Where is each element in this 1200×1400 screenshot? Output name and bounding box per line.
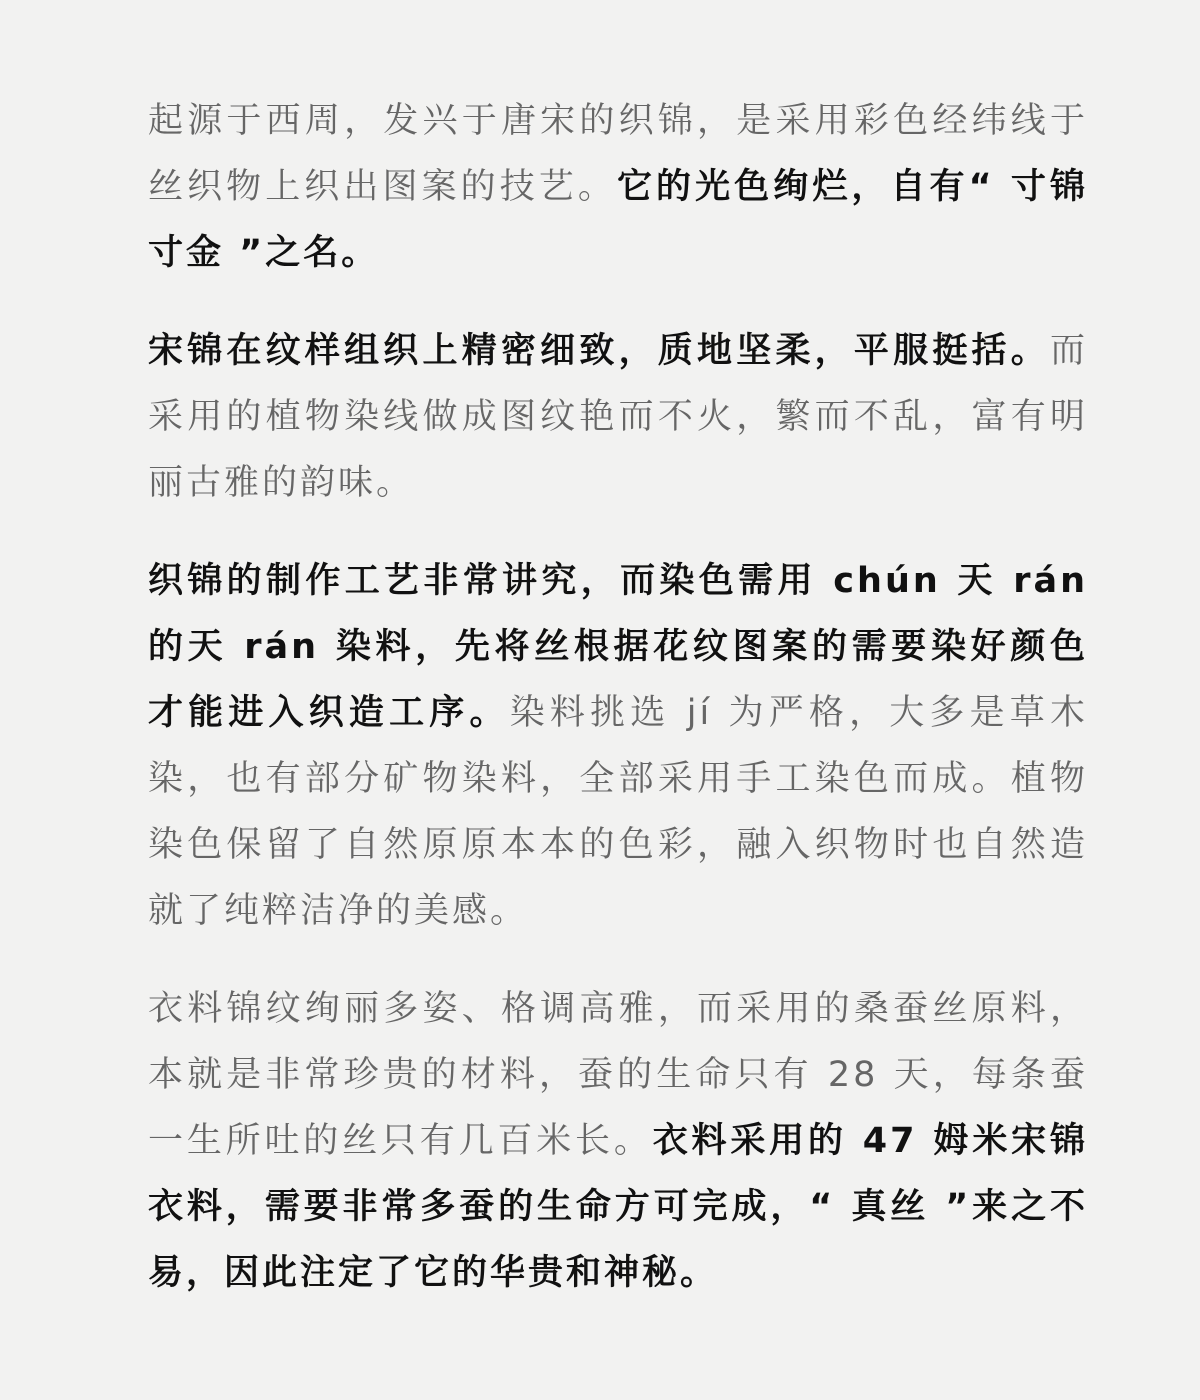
paragraph-text: 起源于西周，发兴于唐宋的织锦，是采用彩色经纬线于丝织物上织出图案的技艺。: [148, 101, 1088, 207]
paragraph-silk-material: [148, 976, 1088, 1306]
paragraph-dyeing-craft: [148, 548, 1088, 944]
article-body: [148, 88, 1088, 1338]
paragraph-text: 衣料锦纹绚丽多姿、格调高雅，而采用的桑蚕丝原料，本就是非常珍贵的材料，蚕的生命只有 28 天，每条蚕一生所吐的丝只有几百米长。: [148, 989, 1088, 1161]
paragraph-text: 染料挑选 jí 为严格，大多是草木染，也有部分矿物染料，全部采用手工染色而成。植物染色保留了自然原原本本的色彩，融入织物时也自然造就了纯粹洁净的美感。: [148, 693, 1088, 931]
paragraph-emphasis-text: 它的光色绚烂，自有“ 寸锦寸金 ”之名。: [148, 167, 1088, 273]
paragraph-text: 而采用的植物染线做成图纹艳而不火，繁而不乱，富有明丽古雅的韵味。: [148, 331, 1088, 503]
paragraph-song-brocade: [148, 318, 1088, 516]
paragraph-origin: [148, 88, 1088, 286]
paragraph-emphasis-text: 衣料采用的 47 姆米宋锦衣料，需要非常多蚕的生命方可完成，“ 真丝 ”来之不易，因此注定了它的华贵和神秘。: [148, 1121, 1088, 1293]
paragraph-emphasis-text: 织锦的制作工艺非常讲究，而染色需用 chún 天 rán 的天 rán 染料，先将丝根据花纹图案的需要染好颜色才能进入织造工序。: [148, 561, 1088, 733]
paragraph-emphasis-text: 宋锦在纹样组织上精密细致，质地坚柔，平服挺括。: [148, 331, 1050, 371]
